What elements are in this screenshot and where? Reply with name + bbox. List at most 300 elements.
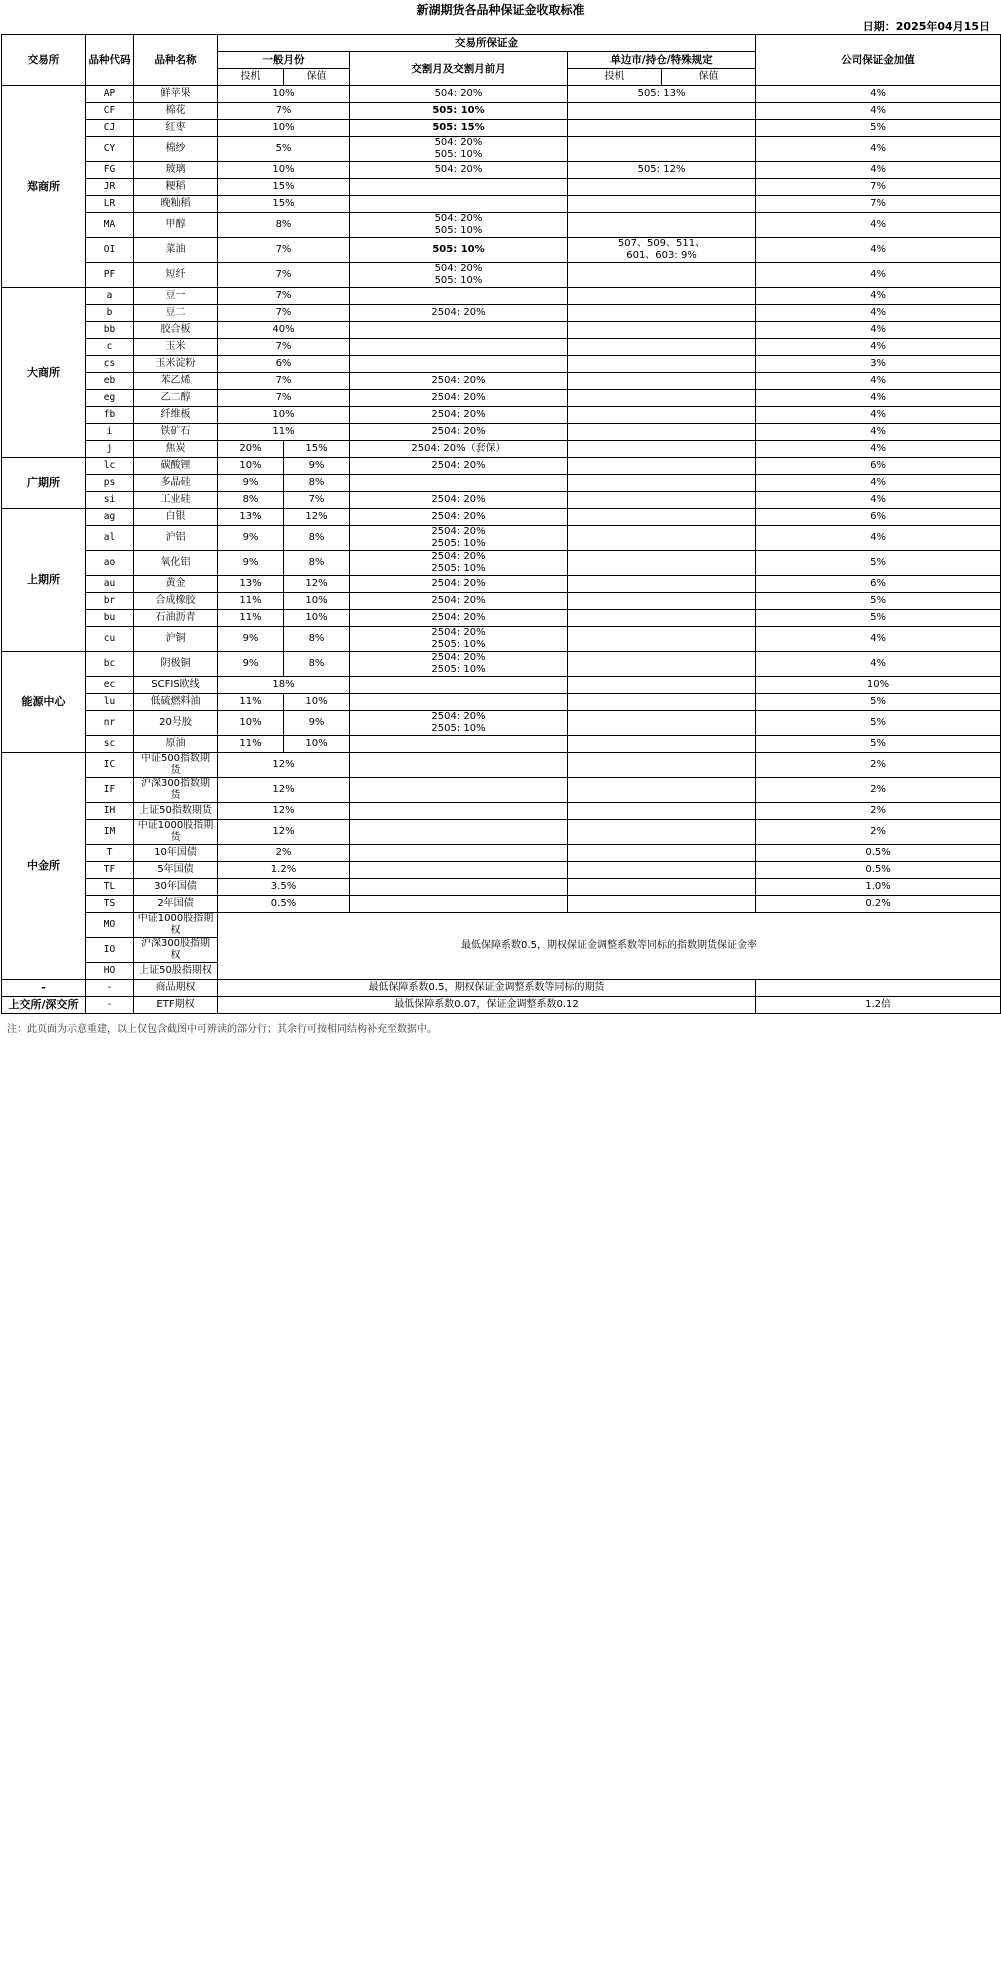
special-cell	[568, 896, 756, 913]
name-cell: 低硫燃料油	[134, 694, 218, 711]
spec-cell: 11%	[218, 736, 284, 753]
table-row	[2, 196, 1001, 213]
special-cell	[568, 288, 756, 305]
hedge-cell: 10%	[284, 694, 350, 711]
special-cell	[568, 120, 756, 137]
spec-cell: 7%	[218, 263, 350, 288]
spec-cell: 9%	[218, 475, 284, 492]
company-add-cell: 4%	[756, 424, 1001, 441]
table-row	[2, 913, 1001, 938]
company-add-cell: 4%	[756, 492, 1001, 509]
company-add-cell: 4%	[756, 322, 1001, 339]
spec-cell: 8%	[218, 492, 284, 509]
code-cell: IO	[86, 938, 134, 963]
table-row	[2, 593, 1001, 610]
hedge-cell: 9%	[284, 711, 350, 736]
special-cell: 507、509、511、 601、603: 9%	[568, 238, 756, 263]
name-cell: 碳酸锂	[134, 458, 218, 475]
special-cell	[568, 137, 756, 162]
header-special-spec: 投机	[568, 69, 662, 86]
table-row	[2, 862, 1001, 879]
company-add-cell: 5%	[756, 610, 1001, 627]
delivery-cell: 2504: 20%	[350, 390, 568, 407]
table-row	[2, 120, 1001, 137]
spec-cell: 7%	[218, 373, 350, 390]
hedge-cell: 8%	[284, 652, 350, 677]
spec-cell: 7%	[218, 238, 350, 263]
company-add-cell: 6%	[756, 576, 1001, 593]
spec-cell: 11%	[218, 610, 284, 627]
code-cell: FG	[86, 162, 134, 179]
delivery-cell	[350, 322, 568, 339]
spec-cell: 9%	[218, 551, 284, 576]
delivery-cell: 2504: 20%	[350, 407, 568, 424]
name-cell: 氧化铝	[134, 551, 218, 576]
header-special-hedge: 保值	[662, 69, 756, 86]
spec-cell: 10%	[218, 458, 284, 475]
table-row	[2, 213, 1001, 238]
company-add-cell: 5%	[756, 711, 1001, 736]
delivery-cell: 2504: 20%	[350, 576, 568, 593]
date-value: 2025年04月15日	[895, 20, 990, 33]
spec-cell: 7%	[218, 103, 350, 120]
table-row	[2, 339, 1001, 356]
name-cell: 红枣	[134, 120, 218, 137]
code-cell: IC	[86, 753, 134, 778]
name-cell: 纤维板	[134, 407, 218, 424]
name-cell: 上证50指数期货	[134, 803, 218, 820]
table-row	[2, 390, 1001, 407]
name-cell: 30年国债	[134, 879, 218, 896]
company-add-cell: 4%	[756, 137, 1001, 162]
code-cell: IF	[86, 778, 134, 803]
special-cell	[568, 103, 756, 120]
name-cell: 铁矿石	[134, 424, 218, 441]
company-add-cell: 5%	[756, 120, 1001, 137]
code-cell: nr	[86, 711, 134, 736]
company-add-cell: 4%	[756, 288, 1001, 305]
spec-cell: 15%	[218, 179, 350, 196]
exchange-cell: 能源中心	[2, 652, 86, 753]
delivery-cell: 2504: 20%（套保）	[350, 441, 568, 458]
special-cell	[568, 845, 756, 862]
special-cell	[568, 803, 756, 820]
spec-cell: 10%	[218, 120, 350, 137]
spec-cell: 12%	[218, 753, 350, 778]
company-add-cell: 4%	[756, 407, 1001, 424]
table-row	[2, 753, 1001, 778]
company-add-cell: 4%	[756, 238, 1001, 263]
company-add-cell: 4%	[756, 526, 1001, 551]
code-cell: TL	[86, 879, 134, 896]
special-cell	[568, 551, 756, 576]
name-cell: 沪深300指数期货	[134, 778, 218, 803]
footer-row	[2, 997, 1001, 1014]
company-add-cell: 4%	[756, 339, 1001, 356]
hedge-cell: 10%	[284, 610, 350, 627]
table-row	[2, 778, 1001, 803]
table-row	[2, 458, 1001, 475]
table-row	[2, 694, 1001, 711]
delivery-cell	[350, 803, 568, 820]
name-cell: 石油沥青	[134, 610, 218, 627]
company-add-cell: 4%	[756, 213, 1001, 238]
spec-cell: 12%	[218, 778, 350, 803]
special-cell	[568, 390, 756, 407]
reconstruction-note: 注：此页面为示意重建，以上仅包含截图中可辨读的部分行；其余行可按相同结构补充至数据中。	[7, 1024, 437, 1035]
special-cell	[568, 778, 756, 803]
exchange-cell: 大商所	[2, 288, 86, 458]
name-cell: 甲醇	[134, 213, 218, 238]
name-cell: 沪铝	[134, 526, 218, 551]
delivery-cell	[350, 820, 568, 845]
delivery-cell	[350, 862, 568, 879]
delivery-cell	[350, 753, 568, 778]
spec-cell: 10%	[218, 86, 350, 103]
code-cell: TS	[86, 896, 134, 913]
name-cell: 玉米	[134, 339, 218, 356]
delivery-cell	[350, 677, 568, 694]
company-add-cell: 1.0%	[756, 879, 1001, 896]
spec-cell: 15%	[218, 196, 350, 213]
table-row	[2, 526, 1001, 551]
footer-note-cell: 最低保障系数0.07，保证金调整系数0.12	[218, 997, 756, 1014]
delivery-cell: 504: 20%	[350, 86, 568, 103]
code-cell: AP	[86, 86, 134, 103]
spec-cell: 9%	[218, 627, 284, 652]
spec-cell: 0.5%	[218, 896, 350, 913]
name-cell: 多晶硅	[134, 475, 218, 492]
code-cell: fb	[86, 407, 134, 424]
company-add-cell: 2%	[756, 753, 1001, 778]
code-cell: au	[86, 576, 134, 593]
spec-cell: 1.2%	[218, 862, 350, 879]
special-cell	[568, 820, 756, 845]
company-add-cell: 5%	[756, 593, 1001, 610]
date-label: 日期：	[862, 20, 896, 33]
special-cell	[568, 263, 756, 288]
delivery-cell: 2504: 20%	[350, 373, 568, 390]
name-cell: 白银	[134, 509, 218, 526]
special-cell	[568, 373, 756, 390]
code-cell: si	[86, 492, 134, 509]
company-add-cell: 4%	[756, 263, 1001, 288]
header-company-add: 公司保证金加值	[756, 35, 1001, 86]
code-cell: PF	[86, 263, 134, 288]
company-add-cell: 6%	[756, 509, 1001, 526]
company-add-cell: 2%	[756, 778, 1001, 803]
table-row	[2, 263, 1001, 288]
code-cell: LR	[86, 196, 134, 213]
delivery-cell: 2504: 20%	[350, 492, 568, 509]
name-cell: 沪铜	[134, 627, 218, 652]
code-cell: -	[86, 980, 134, 997]
company-add-cell: 10%	[756, 677, 1001, 694]
code-cell: JR	[86, 179, 134, 196]
delivery-cell	[350, 694, 568, 711]
spec-cell: 9%	[218, 526, 284, 551]
header-name: 品种名称	[134, 35, 218, 86]
company-add-cell: 4%	[756, 441, 1001, 458]
company-add-cell: 5%	[756, 736, 1001, 753]
code-cell: lu	[86, 694, 134, 711]
header-exchange: 交易所	[2, 35, 86, 86]
company-add-cell: 0.5%	[756, 845, 1001, 862]
special-cell	[568, 711, 756, 736]
table-row	[2, 610, 1001, 627]
code-cell: eb	[86, 373, 134, 390]
table-row	[2, 652, 1001, 677]
company-add-cell: 7%	[756, 179, 1001, 196]
spec-cell: 40%	[218, 322, 350, 339]
name-cell: 晚籼稻	[134, 196, 218, 213]
special-cell	[568, 424, 756, 441]
company-add-cell: 2%	[756, 820, 1001, 845]
delivery-cell: 2504: 20% 2505: 10%	[350, 652, 568, 677]
header-exchange-margin: 交易所保证金	[218, 35, 756, 52]
table-row	[2, 373, 1001, 390]
code-cell: cu	[86, 627, 134, 652]
spec-cell: 3.5%	[218, 879, 350, 896]
delivery-cell: 504: 20% 505: 10%	[350, 137, 568, 162]
code-cell: CJ	[86, 120, 134, 137]
code-cell: MA	[86, 213, 134, 238]
table-row	[2, 879, 1001, 896]
table-row	[2, 305, 1001, 322]
code-cell: MO	[86, 913, 134, 938]
table-row	[2, 238, 1001, 263]
name-cell: 原油	[134, 736, 218, 753]
company-add-cell: 5%	[756, 551, 1001, 576]
table-row	[2, 288, 1001, 305]
company-add-cell: 0.5%	[756, 862, 1001, 879]
special-cell	[568, 526, 756, 551]
company-add-cell: 6%	[756, 458, 1001, 475]
hedge-cell: 9%	[284, 458, 350, 475]
delivery-cell: 504: 20% 505: 10%	[350, 213, 568, 238]
table-row	[2, 441, 1001, 458]
delivery-cell	[350, 879, 568, 896]
table-row	[2, 509, 1001, 526]
delivery-cell: 2504: 20% 2505: 10%	[350, 627, 568, 652]
special-cell	[568, 736, 756, 753]
company-add-cell: 4%	[756, 627, 1001, 652]
name-cell: 鲜苹果	[134, 86, 218, 103]
name-cell: 胶合板	[134, 322, 218, 339]
spec-cell: 11%	[218, 424, 350, 441]
name-cell: ETF期权	[134, 997, 218, 1014]
table-row	[2, 322, 1001, 339]
code-cell: b	[86, 305, 134, 322]
code-cell: CF	[86, 103, 134, 120]
name-cell: 菜油	[134, 238, 218, 263]
code-cell: eg	[86, 390, 134, 407]
code-cell: T	[86, 845, 134, 862]
exchange-cell: 广期所	[2, 458, 86, 509]
name-cell: 豆二	[134, 305, 218, 322]
hedge-cell: 8%	[284, 475, 350, 492]
delivery-cell	[350, 179, 568, 196]
name-cell: 玻璃	[134, 162, 218, 179]
code-cell: bb	[86, 322, 134, 339]
name-cell: 阴极铜	[134, 652, 218, 677]
table-body	[2, 86, 1001, 1014]
spec-cell: 13%	[218, 509, 284, 526]
code-cell: cs	[86, 356, 134, 373]
spec-cell: 5%	[218, 137, 350, 162]
name-cell: 焦炭	[134, 441, 218, 458]
table-row	[2, 627, 1001, 652]
company-add-cell: 4%	[756, 162, 1001, 179]
name-cell: 2年国债	[134, 896, 218, 913]
name-cell: 短纤	[134, 263, 218, 288]
special-cell: 505: 13%	[568, 86, 756, 103]
name-cell: 5年国债	[134, 862, 218, 879]
hedge-cell: 10%	[284, 736, 350, 753]
code-cell: ao	[86, 551, 134, 576]
spec-cell: 12%	[218, 803, 350, 820]
special-cell	[568, 196, 756, 213]
code-cell: IM	[86, 820, 134, 845]
name-cell: 工业硅	[134, 492, 218, 509]
hedge-cell: 8%	[284, 526, 350, 551]
code-cell: ag	[86, 509, 134, 526]
code-cell: HO	[86, 963, 134, 980]
code-cell: OI	[86, 238, 134, 263]
spec-cell: 2%	[218, 845, 350, 862]
delivery-cell	[350, 356, 568, 373]
header-general-month: 一般月份	[218, 52, 350, 69]
special-cell	[568, 576, 756, 593]
spec-cell: 13%	[218, 576, 284, 593]
delivery-cell	[350, 475, 568, 492]
name-cell: 商品期权	[134, 980, 218, 997]
spec-cell: 10%	[218, 407, 350, 424]
special-cell	[568, 458, 756, 475]
delivery-cell	[350, 896, 568, 913]
special-cell	[568, 627, 756, 652]
special-cell	[568, 509, 756, 526]
name-cell: 上证50股指期权	[134, 963, 218, 980]
exchange-cell: 郑商所	[2, 86, 86, 288]
table-row	[2, 179, 1001, 196]
name-cell: 20号胶	[134, 711, 218, 736]
code-cell: c	[86, 339, 134, 356]
company-add-cell: 4%	[756, 305, 1001, 322]
hedge-cell: 8%	[284, 627, 350, 652]
table-row	[2, 475, 1001, 492]
delivery-cell: 505: 10%	[350, 103, 568, 120]
special-cell	[568, 179, 756, 196]
table-header	[2, 35, 1001, 86]
name-cell: 沪深300股指期权	[134, 938, 218, 963]
name-cell: 中证500指数期货	[134, 753, 218, 778]
company-add-cell: 4%	[756, 652, 1001, 677]
spec-cell: 9%	[218, 652, 284, 677]
table-row	[2, 820, 1001, 845]
special-cell	[568, 610, 756, 627]
merged-note-cell: 最低保障系数0.5，期权保证金调整系数等同标的指数期货保证金率	[218, 913, 1001, 980]
special-cell	[568, 492, 756, 509]
special-cell	[568, 879, 756, 896]
name-cell: 棉花	[134, 103, 218, 120]
delivery-cell: 2504: 20%	[350, 509, 568, 526]
table-row	[2, 424, 1001, 441]
exchange-cell: 上期所	[2, 509, 86, 652]
name-cell: 10年国债	[134, 845, 218, 862]
company-add-cell: 5%	[756, 694, 1001, 711]
table-row	[2, 736, 1001, 753]
spec-cell: 10%	[218, 711, 284, 736]
delivery-cell: 2504: 20% 2505: 10%	[350, 551, 568, 576]
delivery-cell	[350, 845, 568, 862]
code-cell: al	[86, 526, 134, 551]
table-row	[2, 551, 1001, 576]
header-special-rules: 单边市/持仓/特殊规定	[568, 52, 756, 69]
company-add-cell: 7%	[756, 196, 1001, 213]
table-row	[2, 896, 1001, 913]
spec-cell: 8%	[218, 213, 350, 238]
spec-cell: 11%	[218, 593, 284, 610]
exchange-cell: 中金所	[2, 753, 86, 980]
name-cell: 中证1000股指期权	[134, 913, 218, 938]
date-row	[1, 20, 1000, 34]
code-cell: bu	[86, 610, 134, 627]
page-title: 新湖期货各品种保证金收取标准	[416, 3, 585, 17]
name-cell: 中证1000股指期货	[134, 820, 218, 845]
table-row	[2, 356, 1001, 373]
name-cell: 乙二醇	[134, 390, 218, 407]
spec-cell: 7%	[218, 288, 350, 305]
special-cell	[568, 475, 756, 492]
table-row	[2, 137, 1001, 162]
hedge-cell: 12%	[284, 509, 350, 526]
spec-cell: 6%	[218, 356, 350, 373]
delivery-cell: 2504: 20%	[350, 458, 568, 475]
footer-note-cell: 最低保障系数0.5，期权保证金调整系数等同标的期货	[218, 980, 756, 997]
code-cell: j	[86, 441, 134, 458]
hedge-cell: 12%	[284, 576, 350, 593]
table-row	[2, 492, 1001, 509]
table-row	[2, 103, 1001, 120]
delivery-cell	[350, 196, 568, 213]
spec-cell: 18%	[218, 677, 350, 694]
special-cell	[568, 593, 756, 610]
delivery-cell: 2504: 20%	[350, 593, 568, 610]
spec-cell: 7%	[218, 305, 350, 322]
company-add-cell: 0.2%	[756, 896, 1001, 913]
company-add-cell: 1.2倍	[756, 997, 1001, 1014]
special-cell	[568, 862, 756, 879]
hedge-cell: 10%	[284, 593, 350, 610]
delivery-cell: 2504: 20%	[350, 305, 568, 322]
company-add-cell: 3%	[756, 356, 1001, 373]
company-add-cell: 2%	[756, 803, 1001, 820]
delivery-cell: 2504: 20% 2505: 10%	[350, 711, 568, 736]
exchange-cell: -	[2, 980, 86, 997]
special-cell	[568, 213, 756, 238]
delivery-cell	[350, 778, 568, 803]
spec-cell: 7%	[218, 390, 350, 407]
delivery-cell: 2504: 20%	[350, 424, 568, 441]
special-cell	[568, 305, 756, 322]
delivery-cell	[350, 288, 568, 305]
spec-cell: 12%	[218, 820, 350, 845]
name-cell: 合成橡胶	[134, 593, 218, 610]
special-cell: 505: 12%	[568, 162, 756, 179]
code-cell: IH	[86, 803, 134, 820]
delivery-cell	[350, 339, 568, 356]
